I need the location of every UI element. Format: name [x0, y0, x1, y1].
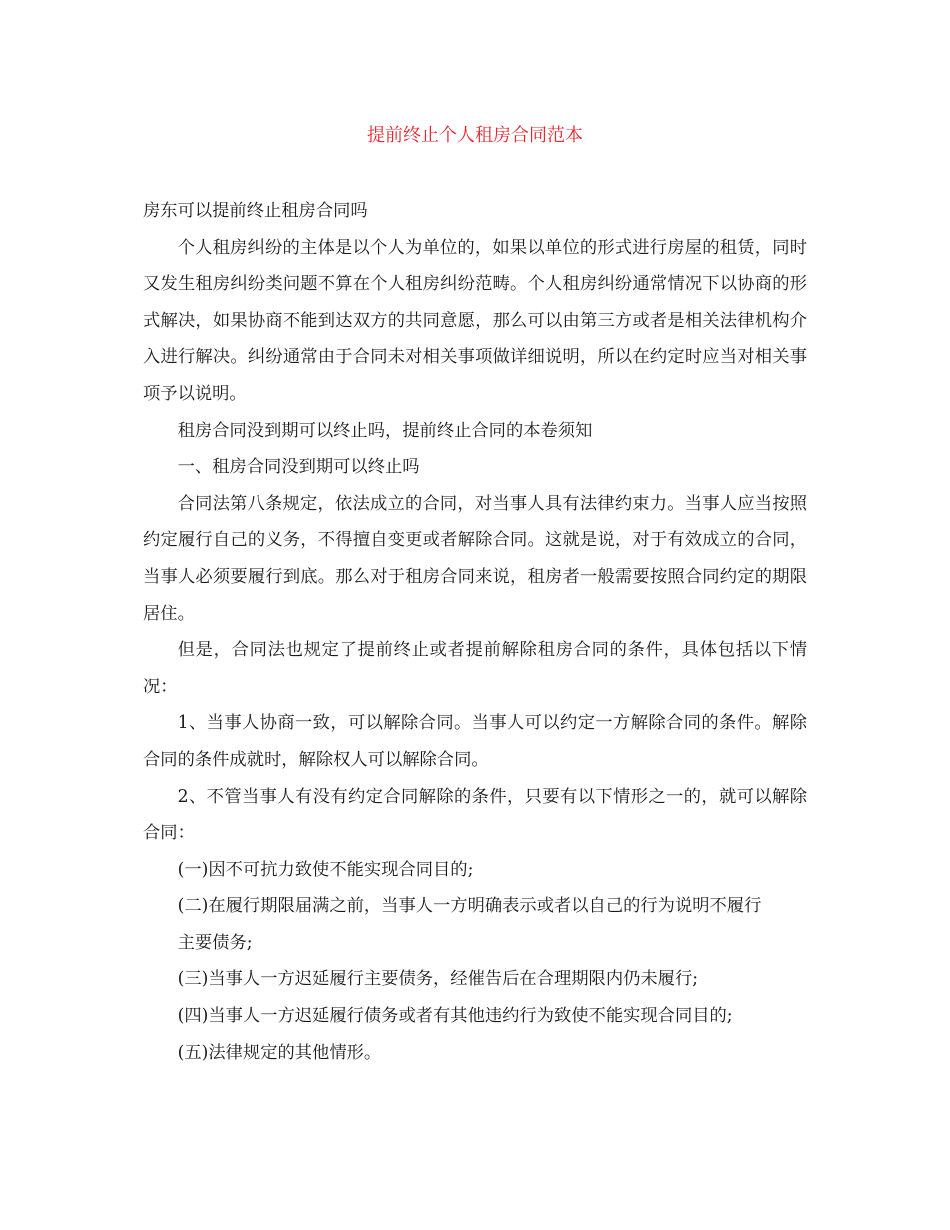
sub-item-delayed-performance: (三)当事人一方迟延履行主要债务，经催告后在合理期限内仍未履行; — [177, 969, 699, 990]
list-item-condition-2: 2、不管当事人有没有约定合同解除的条件，只要有以下情形之一的，就可以解除合同： — [143, 786, 807, 844]
sub-item-other-breach: (四)当事人一方迟延履行债务或者有其他违约行为致使不能实现合同目的; — [177, 1006, 733, 1027]
sub-item-other-legal-circumstances: (五)法律规定的其他情形。 — [177, 1042, 382, 1063]
document-title: 提前终止个人租房合同范本 — [367, 125, 583, 146]
section-question-heading: 房东可以提前终止租房合同吗 — [143, 201, 368, 221]
sub-item-anticipatory-breach: (二)在履行期限届满之前，当事人一方明确表示或者以自己的行为说明不履行 — [177, 896, 762, 917]
paragraph-dispute-subject: 个人租房纠纷的主体是以个人为单位的，如果以单位的形式进行房屋的租赁，同时又发生租房纠纷类问题不算在个人租房纠纷范畴。个人租房纠纷通常情况下以协商的形式解决，如果协商不能到达双方的共同意愿，那么可以由第三方或者是相关法律机构介入进行解决。纠纷通常由于合同未对相关事项做详细说明，所以在约定时应当对相关事项予以说明。 — [143, 237, 807, 404]
sub-item-force-majeure: (一)因不可抗力致使不能实现合同目的; — [177, 859, 474, 880]
sub-item-anticipatory-breach-continued: 主要债务; — [177, 932, 253, 953]
section-heading-1: 一、租房合同没到期可以终止吗 — [177, 457, 420, 478]
document-body — [143, 193, 807, 1071]
list-item-condition-1: 1、当事人协商一致，可以解除合同。当事人可以约定一方解除合同的条件。解除合同的条件成就时，解除权人可以解除合同。 — [143, 713, 807, 770]
paragraph-contract-law-article-8: 合同法第八条规定，依法成立的合同，对当事人具有法律约束力。当事人应当按照约定履行自己的义务，不得擅自变更或者解除合同。这就是说，对于有效成立的合同，当事人必须要履行到底。那么对于租房合同来说，租房者一般需要按照合同约定的期限居住。 — [143, 493, 807, 624]
paragraph-early-termination-notice: 租房合同没到期可以终止吗，提前终止合同的本卷须知 — [177, 420, 593, 441]
paragraph-termination-conditions: 但是，合同法也规定了提前终止或者提前解除租房合同的条件，具体包括以下情况： — [143, 640, 807, 697]
